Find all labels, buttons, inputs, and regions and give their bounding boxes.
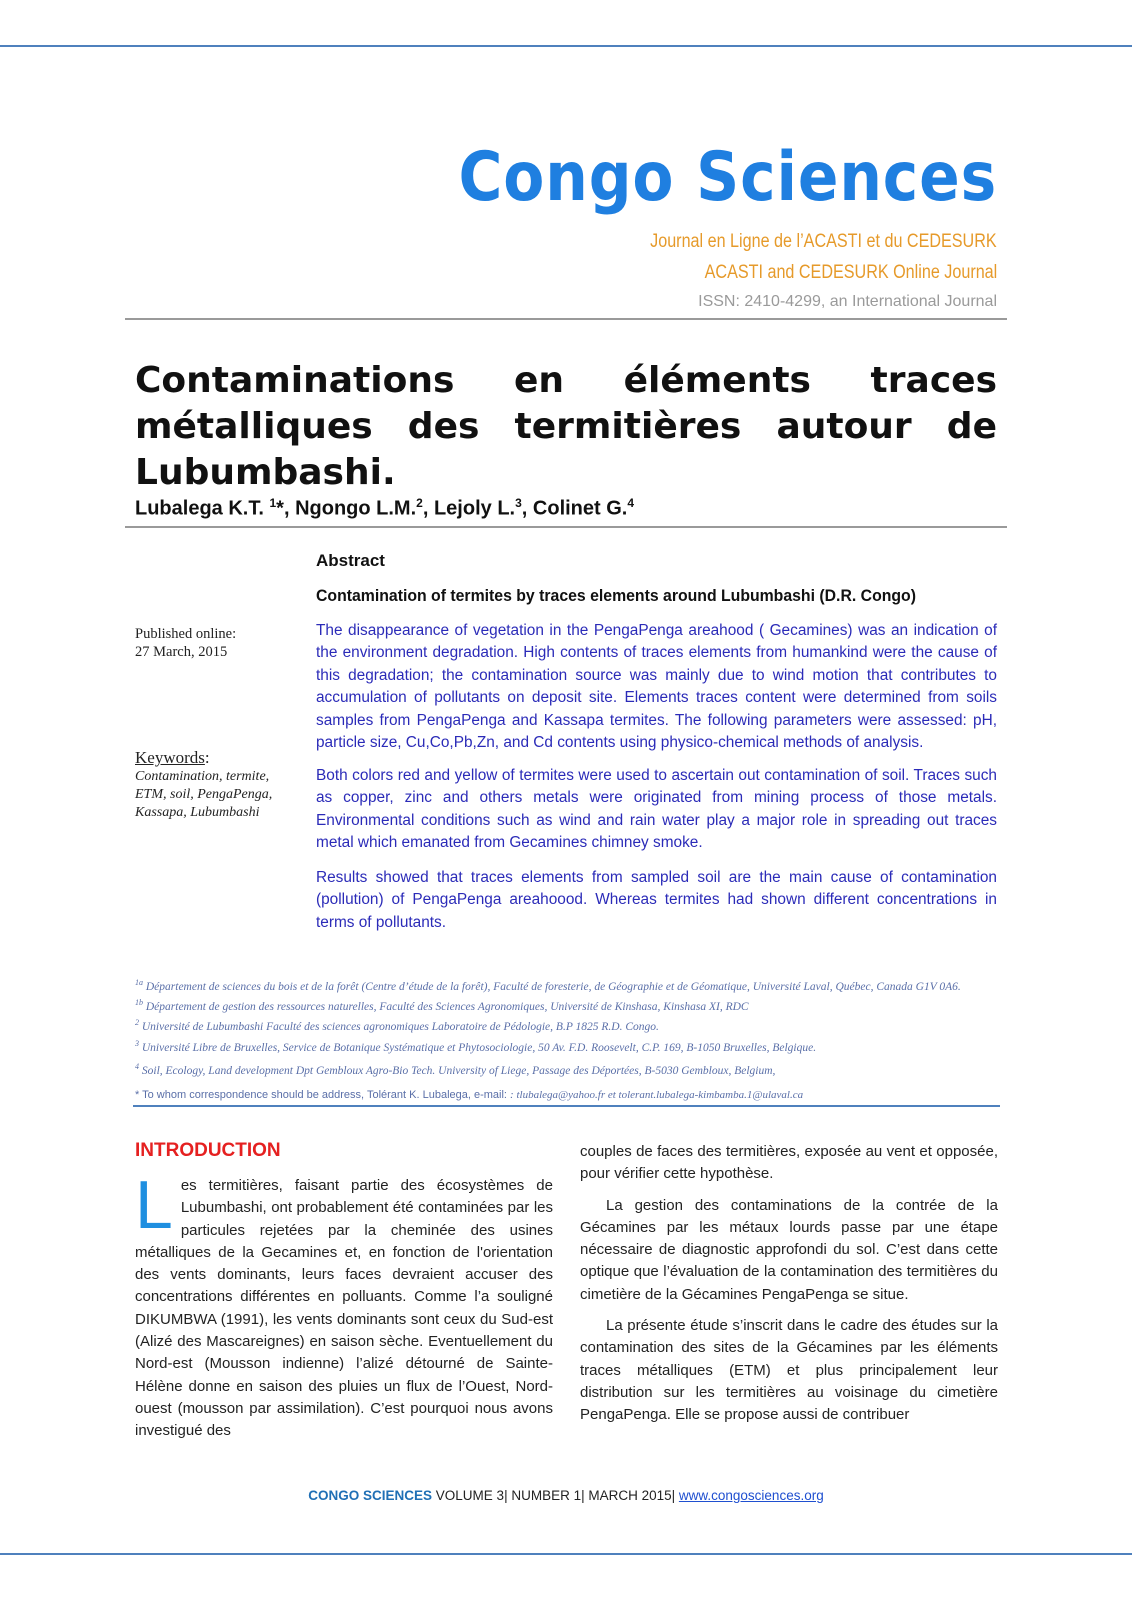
author-affil: 1 — [269, 496, 277, 510]
abstract-paragraph: Both colors red and yellow of termites were used to ascertain out contamination of soil. Traces such as copper, zinc and others metals were originated from mining process of those metals. Environmental conditions such as wind and rain water play a major role in spreading out traces metal which emanated from Gecamines chimney smoke. — [316, 767, 997, 852]
abstract-paragraph: Results showed that traces elements from sampled soil are the main cause of contamination (pollution) of PengaPenga areahoood. Whereas termites had shown different concentrations in terms of pollutants. — [316, 869, 997, 931]
bottom-rule — [0, 1553, 1132, 1555]
abstract-subtitle: Contamination of termites by traces elements around Lubumbashi (D.R. Congo) — [316, 586, 916, 605]
author-mark: * — [276, 497, 284, 520]
abstract-paragraph: The disappearance of vegetation in the PengaPenga areahood ( Gecamines) was an indication of the environment degradation. High contents of traces elements from humankind were the cause of this degradation; the contamination source was mainly due to wind motion that contributes to accumulation of pollutants on deposit site. Elements traces content were determined from soils samples from PengaPenga and Kassapa termites. The following parameters were assessed: pH, particle size, Cu,Co,Pb,Zn, and Cd contents using physico-chemical methods of analysis. — [316, 622, 997, 752]
intro-paragraph: La présente étude s’inscrit dans le cadre des études sur la contamination des sites de la Gécamines par les éléments traces métalliques (ETM) et plus principalement leur distribution sur les termitières au voisinage du cimetière PengaPenga. Elle se propose aussi de contribuer — [580, 1317, 998, 1424]
affiliation: $^4$ Soil, Ecology, Land development Dpt Gembloux Agro-Bio Tech. University of Liege, Passage des Déportées, B-5030 Gembloux, Belgium, — [135, 1062, 776, 1077]
intro-paragraph: La gestion des contaminations de la contrée de la Gécamines par les métaux lourds passe par une étape nécessaire de diagnostic approfondi du sol. C’est dans cette optique que l’évaluation de la contamination des termitières du cimetière de la Gécamines PengaPenga se situe. — [580, 1196, 998, 1303]
affiliation: $^3$ Université Libre de Bruxelles, Service de Botanique Systématique et Phytosociologie, 50 Av. F.D. Roosevelt, C.P. 169, B-1050 Bruxelles, Belgique. — [135, 1039, 817, 1054]
affiliation: $^2$ Université de Lubumbashi Faculté des sciences agronomiques Laboratoire de Pédologie, B.P 1825 R.D. Congo. — [135, 1018, 659, 1033]
footer-link[interactable]: www.congosciences.org — [678, 1488, 824, 1503]
correspondence-note: * To whom correspondence should be address, Tolérant K. Lubalega, e-mail: : tlubalega@yahoo.fr et tolerant.lubalega-kimbamba.1@ulaval.ca — [135, 1089, 804, 1101]
affiliation: $^{1b}$ Département de gestion des ressources naturelles, Faculté des Sciences Agronomiques, Université de Kinshasa, Kinshasa XI, RDC — [135, 998, 749, 1013]
footer-journal: CONGO SCIENCES — [308, 1488, 433, 1503]
issn: ISSN: 2410-4299, an International Journal — [698, 293, 997, 310]
header-rule — [125, 318, 1007, 320]
journal-subtitle-fr: Journal en Ligne de l’ACASTI et du CEDESURK — [650, 231, 997, 252]
author-name: Lejoly L. — [433, 497, 516, 520]
publication-info — [135, 625, 236, 661]
keywords-heading: Keywords: — [135, 748, 210, 767]
intro-paragraph: couples de faces des termitières, exposée au vent et opposée, pour vérifier cette hypothèse. — [580, 1143, 998, 1183]
footer-info: VOLUME 3| NUMBER 1| MARCH 2015| — [432, 1488, 679, 1503]
author-list: Lubalega K.T. $^1$*, Ngongo L.M.$^2$, Lejoly L.$^3$, Colinet G.$^4$ — [135, 496, 635, 520]
intro-paragraph: es termitières, faisant partie des écosystèmes de Lubumbashi, ont probablement été contaminées par les particules rejetées par la cheminée des usines métalliques de la Gecamines et, en fonction de l'orientation des vents dominants, leurs faces devraient accuser des concentrations différentes en polluants. Comme l’a souligné DIKUMBWA (1991), les vents dominants sont ceux du Sud-est (Alizé des Mascareignes) en saison sèche. Eventuellement du Nord-est (Mousson indienne) l’alizé détourné de Sainte-Hélène donne en saison des pluies un flux de l’Ouest, Nord-ouest (mousson par assimilation). C’est pourquoi nous avons investigué des — [135, 1177, 553, 1440]
journal-title: Congo Sciences — [458, 138, 997, 217]
author-affil: 4 — [627, 496, 635, 510]
intro-right-column — [580, 1141, 998, 1427]
affiliations-rule — [133, 1105, 1000, 1107]
authors-rule — [125, 526, 1007, 528]
author-name: Lubalega K.T. — [135, 497, 270, 520]
published-date: 27 March, 2015 — [135, 644, 228, 660]
keywords-list: Contamination, termite, ETM, soil, PengaPenga, Kassapa, Lubumbashi — [135, 769, 273, 820]
article-title: Contaminations en éléments traces métalliques des termitières autour de Lubumbashi. — [135, 360, 997, 493]
page-footer — [0, 1488, 1132, 1503]
keywords-label: Keywords — [135, 748, 205, 767]
author-name: Colinet G. — [532, 497, 628, 520]
journal-subtitle-en: ACASTI and CEDESURK Online Journal — [704, 262, 997, 283]
abstract-heading: Abstract — [316, 551, 385, 570]
author-name: Ngongo L.M. — [295, 497, 417, 520]
author-affil: 2 — [416, 496, 423, 510]
drop-cap: L — [135, 1167, 173, 1243]
author-affil: 3 — [515, 496, 522, 510]
introduction-heading: INTRODUCTION — [135, 1140, 281, 1161]
affiliation: $^{1a}$ Département de sciences du bois et de la forêt (Centre d’étude de la forêt), Faculté de foresterie, de Géographie et de Géomatique, Université Laval, Québec, Canada G1V 0A6. — [135, 978, 961, 993]
top-rule — [0, 45, 1132, 47]
correspondence-emails: : tlubalega@yahoo.fr et tolerant.lubalega-kimbamba.1@ulaval.ca — [510, 1089, 804, 1101]
published-label: Published online: — [135, 626, 237, 642]
intro-left-column — [135, 1167, 553, 1443]
